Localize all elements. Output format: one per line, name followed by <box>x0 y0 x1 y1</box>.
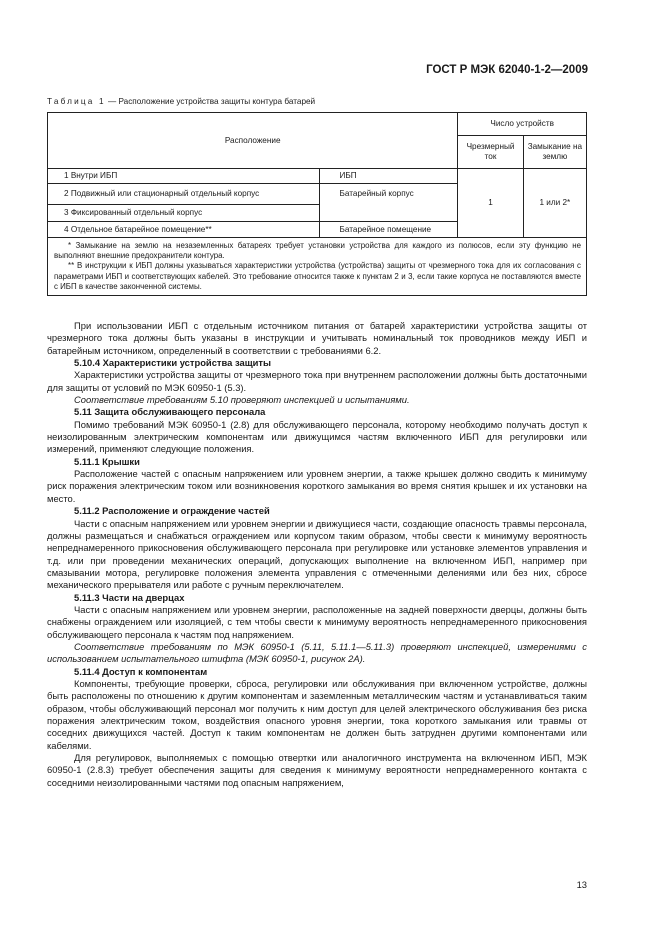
row-enclosure: ИБП <box>319 169 458 184</box>
header-device-count: Число устройств <box>458 113 587 136</box>
row-location: 4 Отдельное батарейное помещение** <box>48 222 320 238</box>
paragraph: Части с опасным напряжением или уровнем энергии и движущиеся части, создающие опасность травмы персонала, должны размещаться и снабжаться ограждением или корпусом таким образом, чтобы свести к минимуму вероятность непреднамеренного прикосновения обслуживающего персонала при регулировке или установке элементов управления и т.д. или при проведении механических операций, допускающих выполнение на включенном ИБП, например при смазывании мотора, регулировке положения элемента управления с отмеченными делениями или без них, сбросе механического прерывателя или работе с ручным переключателем. <box>47 517 587 591</box>
table-footnotes <box>48 238 587 296</box>
compliance-note: Соответствие требованиям по МЭК 60950-1 (5.11, 5.11.1—5.11.3) проверяют инспекцией, измерениями с использованием испытательного штифта (МЭК 60950-1, рисунок 2А). <box>47 640 587 665</box>
table-caption-text: — Расположение устройства защиты контура батарей <box>105 97 316 106</box>
overcurrent-count: 1 <box>458 169 523 238</box>
paragraph: Для регулировок, выполняемых с помощью отвертки или аналогичного инструмента на включенном ИБП, МЭК 60950-1 (2.8.3) требует обеспечения защиты для сведения к минимуму вероятности непреднамеренного контакта с соседними неизолированными частями под опасным напряжением, <box>47 752 587 788</box>
battery-protection-table <box>47 112 587 296</box>
document-header: ГОСТ Р МЭК 62040-1-2—2009 <box>426 64 588 76</box>
ground-fault-count: 1 или 2* <box>523 169 586 238</box>
table-footnote: * Замыкание на землю на незаземленных батареях требует установки устройства для каждого из полюсов, если эту функцию не выполняют внешние предохранители контура. <box>54 241 581 261</box>
paragraph: Расположение частей с опасным напряжением или уровнем энергии, а также крышек должно сводить к минимуму риск поражения электрическим током или возникновения короткого замыкания во время снятия крышек и их установки на место. <box>47 468 587 504</box>
table-footnotes-row <box>48 238 587 296</box>
table-footnote: ** В инструкции к ИБП должны указываться характеристики устройства (устройства) защиты от чрезмерного тока для их согласования с параметрами ИБП и соответствующих кабелей. Это требование относится также к пунктам 2 и 3, если такие корпуса не поставляются вместе с ИБП в качестве законченной системы. <box>54 261 581 291</box>
section-heading: 5.11 Защита обслуживающего персонала <box>74 406 266 418</box>
table-caption <box>47 97 315 106</box>
paragraph: Помимо требований МЭК 60950-1 (2.8) для обслуживающего персонала, которому необходимо получать доступ к неизолированным электрическим компонентам или движущимся частям включенного ИБП для регулировки или измерений, применяют следующие положения. <box>47 418 587 455</box>
compliance-note: Соответствие требованиям 5.10 проверяют инспекцией и испытаниями. <box>74 394 410 406</box>
table-row <box>48 169 587 184</box>
section-heading: 5.11.3 Части на дверцах <box>74 591 185 603</box>
header-ground-fault: Замыкание на землю <box>523 136 586 169</box>
table-caption-prefix: Таблица 1 <box>47 97 106 106</box>
paragraph: Части с опасным напряжением или уровнем энергии, расположенные на задней поверхности дверцы, должны быть снабжены ограждением или изоляцией, с тем чтобы свести к минимуму вероятность непреднамеренного прикосновения обслуживающего персонала к частям под напряжением. <box>47 603 587 640</box>
paragraph: Компоненты, требующие проверки, сброса, регулировки или обслуживания при включенном устройстве, должны быть расположены по отношению к другим компонентам и заземленным металлическим частям и устанавливаться таким образом, чтобы обслуживающий персонал мог получить к ним доступ для целей электрического обслуживания без риска поражения электрическим током, воздействия опасного уровня энергии, тока короткого замыкания или травмы от соседних движущихся частей. Доступ к таким компонентам не должен быть затруднен другими компонентами или кабелями. <box>47 677 587 751</box>
row-location: 2 Подвижный или стационарный отдельный корпус <box>48 184 320 205</box>
row-enclosure: Батарейное помещение <box>319 222 458 238</box>
section-heading: 5.10.4 Характеристики устройства защиты <box>74 357 271 369</box>
row-location: 1 Внутри ИБП <box>48 169 320 184</box>
row-location: 3 Фиксированный отдельный корпус <box>48 205 320 222</box>
section-heading: 5.11.1 Крышки <box>74 455 140 467</box>
header-overcurrent: Чрезмерный ток <box>458 136 523 169</box>
section-heading: 5.11.4 Доступ к компонентам <box>74 665 208 677</box>
page-number: 13 <box>576 879 587 890</box>
table-header-row <box>48 113 587 136</box>
section-heading: 5.11.2 Расположение и ограждение частей <box>74 505 270 517</box>
header-location: Расположение <box>48 113 458 169</box>
body-text <box>47 320 587 789</box>
paragraph: Характеристики устройства защиты от чрезмерного тока при внутреннем расположении должны быть достаточными для защиты от условий по МЭК 60950-1 (5.3). <box>47 369 587 393</box>
row-enclosure: Батарейный корпус <box>319 184 458 222</box>
paragraph: При использовании ИБП с отдельным источником питания от батарей характеристики устройства защиты от чрезмерного тока должны быть указаны в инструкции и учитывать номинальный ток проводников между ИБП и батарейным источником, определенный в соответствии с требованиями 6.2. <box>47 320 587 356</box>
